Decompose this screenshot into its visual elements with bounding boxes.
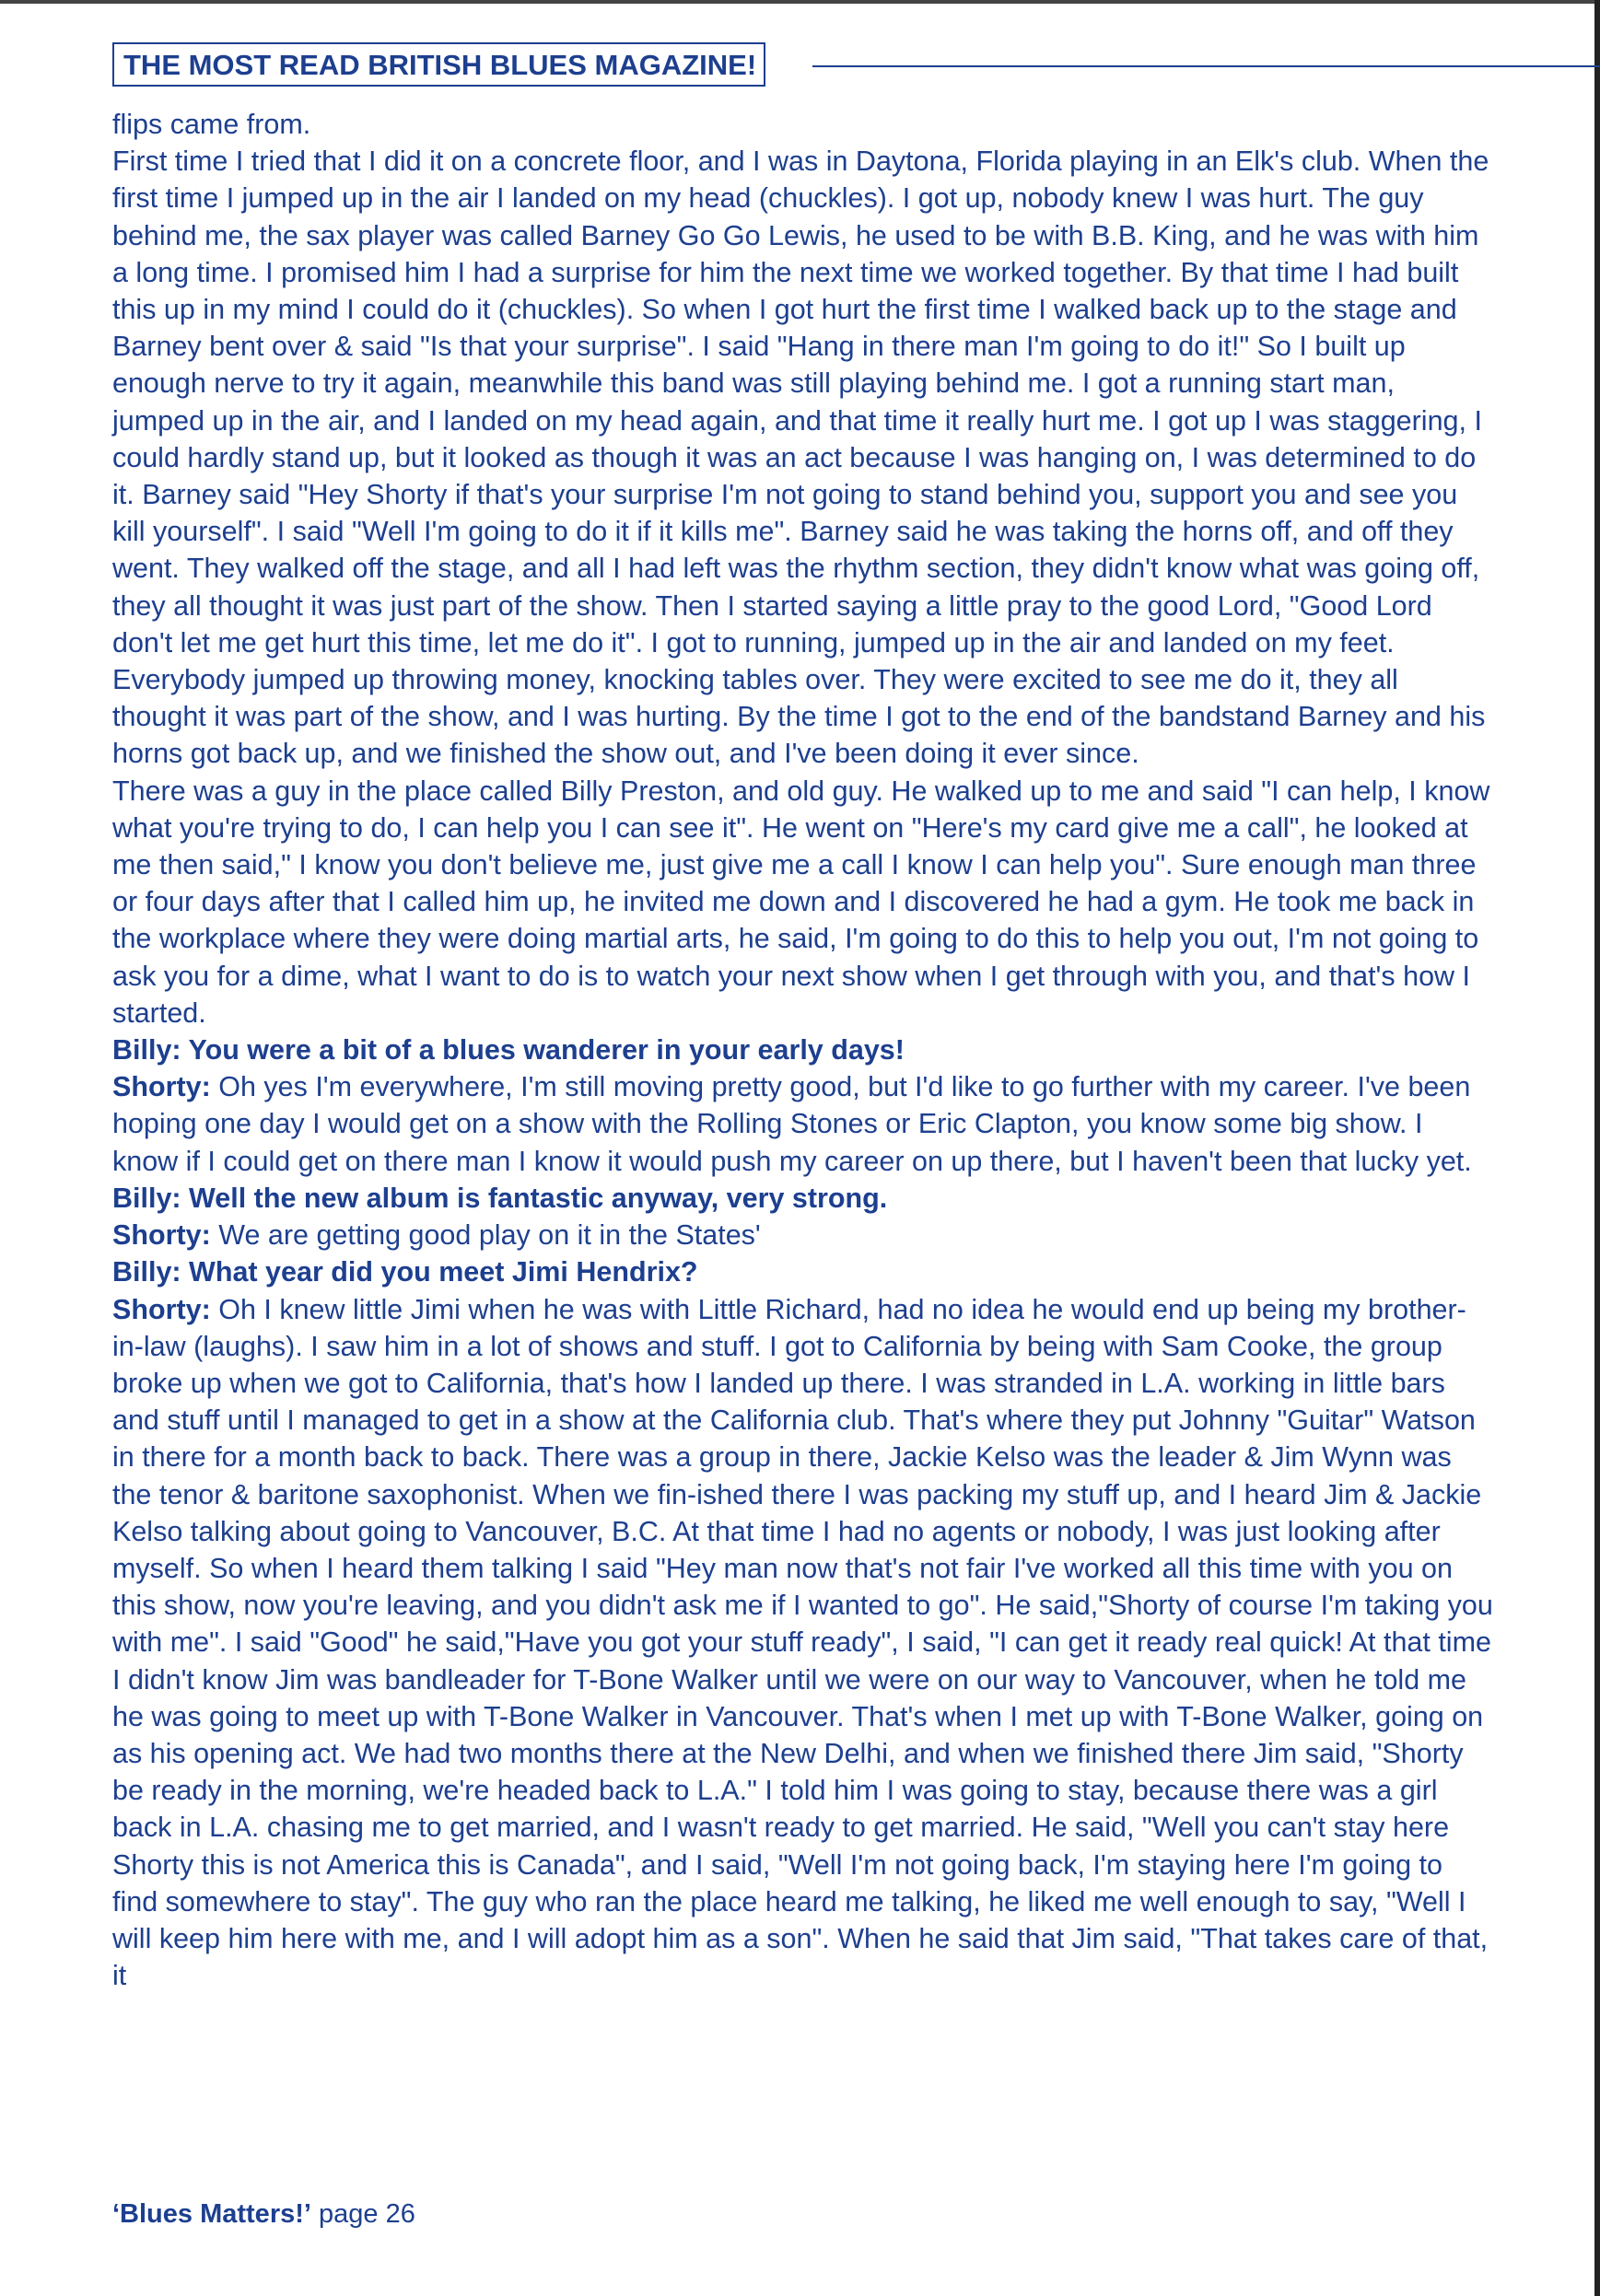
header-rule: [812, 65, 1600, 67]
paragraph-first-jump: First time I tried that I did it on a concrete floor, and I was in Daytona, Florida playing in an Elk's club. When the first time I jumped up in the air I landed on my head (chuckles). I got up, nobody knew I was hurt. The guy behind me, the sax player was called Barney Go Go Lewis, he used to be with B.B. King, and he was with him a long time. I promised him I had a surprise for him the next time we worked together. By that time I had built this up in my mind I could do it (chuckles). So when I got hurt the first time I walked back up to the stage and Barney bent over & said "Is that your surprise". I said "Hang in there man I'm going to do it!" So I built up enough nerve to try it again, meanwhile this band was still playing behind me. I got a running start man, jumped up in the air, and I landed on my head again, and that time it really hurt me. I got up I was staggering, I could hardly stand up, but it looked as though it was an act because I was hanging on, I was determined to do it. Barney said "Hey Shorty if that's your surprise I'm not going to stand behind you, support you and see you kill yourself". I said "Well I'm going to do it if it kills me". Barney said he was taking the horns off, and off they went. They walked off the stage, and all I had left was the rhythm section, they didn't know what was going off, they all thought it was just part of the show. Then I started saying a little pray to the good Lord, "Good Lord don't let me get hurt this time, let me do it". I got to running, jumped up in the air and landed on my feet. Everybody jumped up throwing money, knocking tables over. They were excited to see me do it, they all thought it was part of the show, and I was hurting. By the time I got to the end of the bandstand Barney and his horns got back up, and we finished the show out, and I've been doing it ever since.: [112, 146, 1489, 770]
scan-edge-right: [1594, 0, 1600, 2296]
article-body: [112, 106, 1494, 1994]
answer-text: Oh I knew little Jimi when he was with Little Richard, had no idea he would end up being my brother-in-law (laughs). I saw him in a lot of shows and stuff. I got to California by being with Sam Cooke, the group broke up when we got to California, that's how I landed up there. I was stranded in L.A. working in little bars and stuff until I managed to get in a show at the California club. That's where they put Johnny "Guitar" Watson in there for a month back to back. There was a group in there, Jackie Kelso was the leader & Jim Wynn was the tenor & baritone saxophonist. When we fin-ished there I was packing my stuff up, and I heard Jim & Jackie Kelso talking about going to Vancouver, B.C. At that time I had no agents or nobody, I was just looking after myself. So when I heard them talking I said "Hey man now that's not fair I've worked all this time with you on this show, now you're leaving, and you didn't ask me if I wanted to go". He said,"Shorty of course I'm taking you with me". I said "Good" he said,"Have you got your stuff ready", I said, "I can get it ready real quick! At that time I didn't know Jim was bandleader for T-Bone Walker until we were on our way to Vancouver, when he told me he was going to meet up with T-Bone Walker in Vancouver. That's when I met up with T-Bone Walker, going on as his opening act. We had two months there at the New Delhi, and when we finished there Jim said, "Shorty be ready in the morning, we're headed back to L.A." I told him I was going to stay, because there was a girl back in L.A. chasing me to get married, and I wasn't ready to get married. He said, "Well you can't stay here Shorty this is not America this is Canada", and I said, "Well I'm not going back, I'm staying here I'm going to find somewhere to stay". The guy who ran the place heard me talking, he liked me well enough to say, "Well I will keep him here with me, and I will adopt him as a son". When he said that Jim said, "That takes care of that, it: [112, 1293, 1493, 1992]
page-number: page 26: [310, 2199, 415, 2229]
page-header: [112, 42, 1600, 88]
answer-text: Oh yes I'm everywhere, I'm still moving pretty good, but I'd like to go further with my career. I've been hoping one day I would get on a show with the Rolling Stones or Eric Clapton, you know some big show. I know if I could get on there man I know it would push my career on up there, but I haven't been that lucky yet.: [112, 1071, 1472, 1177]
speaker-label: Shorty:: [112, 1071, 211, 1103]
answer-text: We are getting good play on it in the States': [210, 1219, 761, 1252]
speaker-label: Shorty:: [112, 1293, 211, 1325]
answer-new-album: [112, 1217, 1494, 1253]
header-title: THE MOST READ BRITISH BLUES MAGAZINE!: [112, 42, 765, 87]
question-blues-wanderer: Billy: You were a bit of a blues wanderer in your early days!: [112, 1034, 905, 1066]
speaker-label: Shorty:: [112, 1219, 211, 1252]
answer-jimi-hendrix: [112, 1291, 1494, 1995]
answer-blues-wanderer: [112, 1068, 1494, 1180]
scan-edge-top: [0, 0, 1600, 4]
page-footer: [112, 2199, 415, 2230]
paragraph-billy-preston: There was a guy in the place called Billy Preston, and old guy. He walked up to me and said "I can help, I know what you're trying to do, I can help you I can see it". He went on "Here's my card give me a call", he looked at me then said," I know you don't believe me, just give me a call I know I can help you". Sure enough man three or four days after that I called him up, he invited me down and I discovered he had a gym. He took me back in the workplace where they were doing martial arts, he said, I'm going to do this to help you out, I'm not going to ask you for a dime, what I want to do is to watch your next show when I get through with you, and that's how I started.: [112, 775, 1490, 1029]
magazine-name: ‘Blues Matters!’: [112, 2199, 311, 2229]
paragraph-continuation: flips came from.: [112, 109, 311, 140]
question-new-album: Billy: Well the new album is fantastic anyway, very strong.: [112, 1182, 888, 1214]
question-jimi-hendrix: Billy: What year did you meet Jimi Hendrix?: [112, 1256, 698, 1288]
